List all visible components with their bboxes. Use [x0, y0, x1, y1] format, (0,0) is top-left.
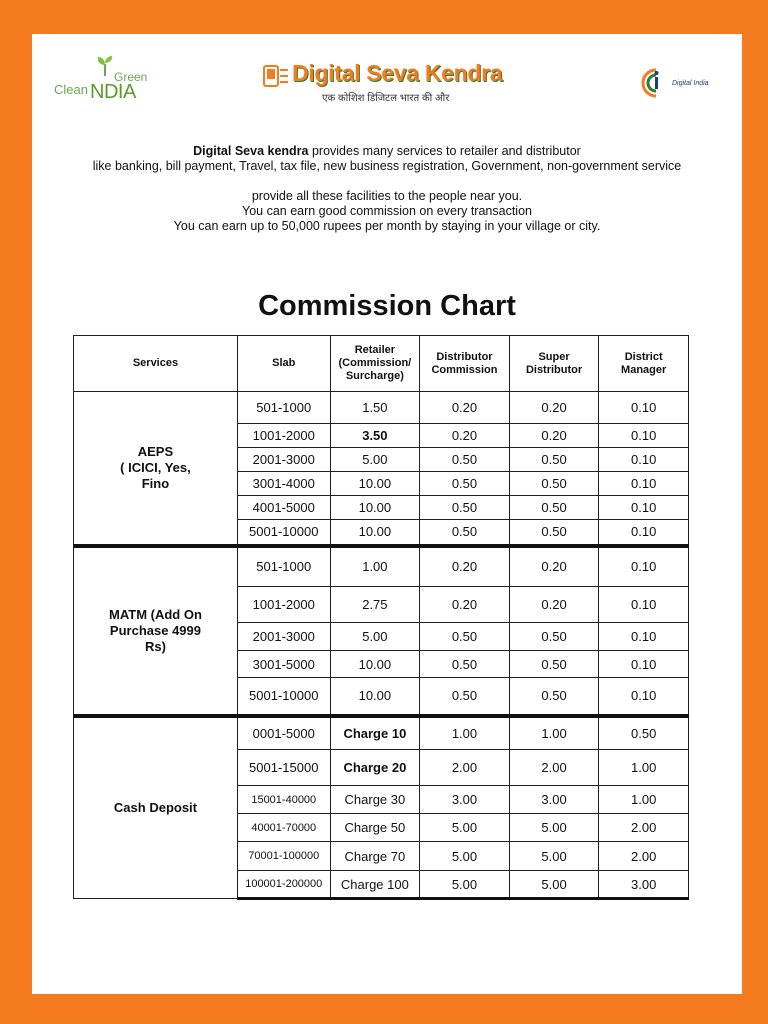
slab-cell: 5001-10000 [237, 520, 330, 546]
retailer-cell: Charge 70 [330, 842, 420, 871]
distributor-cell: 0.50 [420, 623, 510, 651]
sprout-icon [96, 56, 114, 76]
super-distributor-cell: 1.00 [509, 716, 599, 750]
super-distributor-cell: 0.20 [509, 546, 599, 587]
logo-india-text: NDIA [90, 81, 136, 103]
logo-green-text: Green [114, 70, 148, 84]
header-distributor: Distributor Commission [420, 336, 510, 392]
commission-table [73, 335, 689, 900]
chart-title: Commission Chart [258, 290, 516, 322]
slab-cell: 5001-15000 [237, 750, 330, 786]
district-manager-cell: 3.00 [599, 871, 689, 899]
district-manager-cell: 1.00 [599, 786, 689, 814]
logo-digital-india-text: Digital India [672, 80, 709, 87]
distributor-cell: 0.20 [420, 424, 510, 448]
retailer-cell: 10.00 [330, 472, 420, 496]
district-manager-cell: 0.10 [599, 448, 689, 472]
retailer-cell: Charge 100 [330, 871, 420, 899]
slab-cell: 1001-2000 [237, 424, 330, 448]
super-distributor-cell: 0.20 [509, 587, 599, 623]
distributor-cell: 0.20 [420, 392, 510, 424]
intro-line-4: You can earn good commission on every transaction [242, 204, 532, 218]
intro-line-2: like banking, bill payment, Travel, tax file, new business registration, Government, non-government service [92, 159, 682, 173]
service-matm: MATM (Add On Purchase 4999 Rs) [74, 546, 238, 716]
intro-text [32, 144, 742, 234]
slab-cell: 100001-200000 [237, 871, 330, 899]
table-row [74, 392, 689, 424]
service-aeps: AEPS ( ICICI, Yes, Fino [74, 392, 238, 546]
distributor-cell: 0.50 [420, 520, 510, 546]
distributor-cell: 0.50 [420, 496, 510, 520]
intro-line-1-rest: provides many services to retailer and distributor [308, 144, 581, 158]
slab-cell: 501-1000 [237, 392, 330, 424]
digital-seva-kendra-logo [262, 60, 512, 108]
retailer-cell: 1.00 [330, 546, 420, 587]
super-distributor-cell: 0.50 [509, 651, 599, 678]
table-row [74, 716, 689, 750]
retailer-cell: Charge 20 [330, 750, 420, 786]
intro-line-5: You can earn up to 50,000 rupees per month by staying in your village or city. [173, 219, 601, 233]
retailer-cell: Charge 50 [330, 814, 420, 842]
retailer-cell: 10.00 [330, 496, 420, 520]
district-manager-cell: 0.10 [599, 392, 689, 424]
district-manager-cell: 0.10 [599, 587, 689, 623]
distributor-cell: 3.00 [420, 786, 510, 814]
slab-cell: 2001-3000 [237, 448, 330, 472]
retailer-cell: 5.00 [330, 623, 420, 651]
header-services: Services [74, 336, 238, 392]
clean-green-india-logo [52, 52, 152, 108]
distributor-cell: 0.50 [420, 651, 510, 678]
retailer-cell: 10.00 [330, 520, 420, 546]
retailer-cell: 2.75 [330, 587, 420, 623]
header-retailer: Retailer (Commission/ Surcharge) [330, 336, 420, 392]
district-manager-cell: 0.10 [599, 520, 689, 546]
slab-cell: 40001-70000 [237, 814, 330, 842]
logo-clean-text: Clean [54, 82, 88, 97]
distributor-cell: 0.20 [420, 546, 510, 587]
slab-cell: 70001-100000 [237, 842, 330, 871]
retailer-cell: 1.50 [330, 392, 420, 424]
super-distributor-cell: 3.00 [509, 786, 599, 814]
super-distributor-cell: 0.50 [509, 678, 599, 716]
slab-cell: 5001-10000 [237, 678, 330, 716]
super-distributor-cell: 5.00 [509, 871, 599, 899]
district-manager-cell: 0.10 [599, 424, 689, 448]
district-manager-cell: 0.50 [599, 716, 689, 750]
logo-tagline: एक कोशिश डिजिटल भारत की और [322, 93, 450, 104]
super-distributor-cell: 0.50 [509, 520, 599, 546]
district-manager-cell: 1.00 [599, 750, 689, 786]
super-distributor-cell: 0.50 [509, 496, 599, 520]
slab-cell: 501-1000 [237, 546, 330, 587]
intro-line-3: provide all these facilities to the people near you. [251, 189, 523, 203]
header-slab: Slab [237, 336, 330, 392]
slab-cell: 1001-2000 [237, 587, 330, 623]
table-row [74, 546, 689, 587]
district-manager-cell: 2.00 [599, 814, 689, 842]
slab-cell: 2001-3000 [237, 623, 330, 651]
distributor-cell: 0.50 [420, 448, 510, 472]
district-manager-cell: 2.00 [599, 842, 689, 871]
distributor-cell: 1.00 [420, 716, 510, 750]
slab-cell: 3001-5000 [237, 651, 330, 678]
header-district-manager: District Manager [599, 336, 689, 392]
distributor-cell: 5.00 [420, 842, 510, 871]
district-manager-cell: 0.10 [599, 623, 689, 651]
table-header-row [74, 336, 689, 392]
district-manager-cell: 0.10 [599, 472, 689, 496]
intro-brand-bold: Digital Seva kendra [193, 144, 309, 158]
distributor-cell: 5.00 [420, 814, 510, 842]
slab-cell: 15001-40000 [237, 786, 330, 814]
super-distributor-cell: 0.50 [509, 472, 599, 496]
district-manager-cell: 0.10 [599, 546, 689, 587]
district-manager-cell: 0.10 [599, 678, 689, 716]
document-page [32, 34, 742, 994]
slab-cell: 0001-5000 [237, 716, 330, 750]
super-distributor-cell: 5.00 [509, 814, 599, 842]
super-distributor-cell: 5.00 [509, 842, 599, 871]
retailer-cell: 10.00 [330, 651, 420, 678]
retailer-cell: 3.50 [330, 424, 420, 448]
dsk-emblem-icon [262, 64, 290, 88]
distributor-cell: 0.50 [420, 472, 510, 496]
digital-india-logo [640, 66, 720, 102]
slab-cell: 4001-5000 [237, 496, 330, 520]
super-distributor-cell: 0.20 [509, 392, 599, 424]
super-distributor-cell: 0.20 [509, 424, 599, 448]
digital-india-emblem-icon [640, 66, 670, 100]
slab-cell: 3001-4000 [237, 472, 330, 496]
super-distributor-cell: 0.50 [509, 623, 599, 651]
distributor-cell: 0.20 [420, 587, 510, 623]
retailer-cell: Charge 30 [330, 786, 420, 814]
district-manager-cell: 0.10 [599, 651, 689, 678]
retailer-cell: 10.00 [330, 678, 420, 716]
district-manager-cell: 0.10 [599, 496, 689, 520]
intro-line-1 [32, 144, 742, 159]
logo-brand-text: Digital Seva Kendra [292, 60, 503, 86]
distributor-cell: 2.00 [420, 750, 510, 786]
distributor-cell: 0.50 [420, 678, 510, 716]
header-super-distributor: Super Distributor [509, 336, 599, 392]
distributor-cell: 5.00 [420, 871, 510, 899]
retailer-cell: 5.00 [330, 448, 420, 472]
service-cash-deposit: Cash Deposit [74, 716, 238, 899]
super-distributor-cell: 0.50 [509, 448, 599, 472]
retailer-cell: Charge 10 [330, 716, 420, 750]
super-distributor-cell: 2.00 [509, 750, 599, 786]
